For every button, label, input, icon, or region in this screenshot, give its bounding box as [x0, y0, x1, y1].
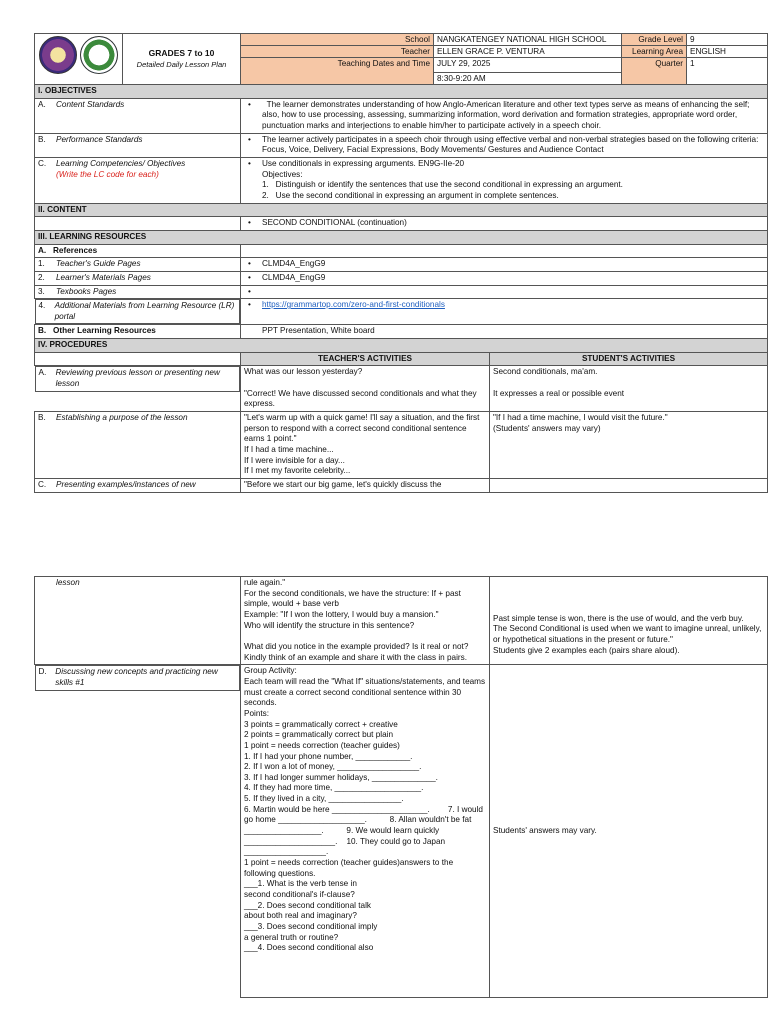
performance-standards-label: B. Performance Standards — [35, 133, 241, 157]
teacher-activities-header: TEACHER'S ACTIVITIES — [241, 352, 490, 366]
procedure-b-student: "If I had a time machine, I would visit the future." (Students' answers may vary) — [490, 412, 768, 479]
quarter-value: 1 — [687, 58, 768, 85]
lc-code-note: (Write the LC code for each) — [56, 169, 159, 179]
header-table — [34, 33, 768, 85]
teachers-guide-label: 1. Teacher's Guide Pages — [35, 258, 241, 272]
content-text: • SECOND CONDITIONAL (continuation) — [241, 217, 768, 231]
grammartop-link[interactable]: https://grammartop.com/zero-and-first-conditionals — [262, 300, 445, 310]
lesson-plan-page-2 — [34, 576, 767, 998]
datetime-label: Teaching Dates and Time — [241, 58, 434, 85]
procedure-d-student: Students' answers may vary. — [490, 665, 768, 998]
plan-table-2 — [34, 576, 768, 998]
learning-area-label: Learning Area — [622, 46, 687, 58]
learners-materials-label: 2. Learner's Materials Pages — [35, 271, 241, 285]
school-value: NANGKATENGEY NATIONAL HIGH SCHOOL — [434, 34, 622, 46]
date-value: JULY 29, 2025 — [434, 58, 622, 73]
content-standards-text: • The learner demonstrates understanding of how Anglo-American literature and other text types serve as means of enhancing the self; also, how to use processing, assessing, summarizing information, word derivation and formation strategies, appropriate word order, punctuation marks and interjections to enable him/her to participate actively in a speech choir. — [241, 98, 768, 133]
procedure-b-teacher: "Let's warm up with a quick game! I'll say a situation, and the first person to respond with a correct second conditional sentence earns 1 point." If I had a time machine... If I were invisible for a day... If I met my favorite celebrity... — [241, 412, 490, 479]
teacher-label: Teacher — [241, 46, 434, 58]
lesson-plan-page-1 — [34, 33, 767, 493]
additional-materials-label: 4. Additional Materials from Learning Resource (LR) portal — [35, 299, 241, 324]
content-standards-label: A. Content Standards — [35, 98, 241, 133]
procedure-c-label-part1: C. Presenting examples/instances of new — [35, 479, 241, 493]
grade-level-label: Grade Level — [622, 34, 687, 46]
procedure-d-teacher: Group Activity: Each team will read the "What If" situations/statements, and teams must create a correct second conditional sentence within 30 seconds. Points: 3 points = grammatically correct + creative 2 points = grammatically correct but plain 1 point = needs correction (teacher guides) 1. If I had your phone number, ____________. 2. If I won a lot of money, __________________. 3. If I had longer summer holidays, ______________. 4. If they had more time, ___________________. 5. If they lived in a city, ________________. 6. Martin would be here _____________________. 7. I would go home ___________________. 8. Allan wouldn't be fat _________________. 9. We would learn quickly ____________________. 10. They could go to Japan __________________. 1 point = needs correction (teacher guides)answers to the following questions. ___1. What is the verb tense in second conditional's if-clause? ___2. Does second conditional talk about both real and imaginary? ___3. Does second conditional imply a general truth or routine? ___4. Does second conditional also — [241, 665, 490, 998]
grades-title: GRADES 7 to 10 — [148, 48, 215, 58]
resources-section: III. LEARNING RESOURCES — [35, 230, 768, 244]
deped-seal-icon — [39, 36, 77, 74]
content-section: II. CONTENT — [35, 203, 768, 217]
procedure-a-teacher: What was our lesson yesterday? "Correct! We have discussed second conditionals and what they express. — [241, 366, 490, 412]
time-value: 8:30-9:20 AM — [434, 73, 622, 85]
other-resources-label: B. Other Learning Resources — [35, 325, 241, 339]
plan-title: Detailed Daily Lesson Plan — [136, 60, 227, 69]
procedure-c-student-part2: Past simple tense is won, there is the use of would, and the verb buy. The Second Conditional is used when we want to imagine unreal, unlikely, or hypothetical situations in the present or future." Students give 2 examples each (pairs share aloud). — [490, 577, 768, 665]
procedure-c-teacher-part1: "Before we start our big game, let's quickly discuss the — [241, 479, 490, 493]
procedure-a-student: Second conditionals, ma'am. It expresses a real or possible event — [490, 366, 768, 412]
teachers-guide-value: • CLMD4A_EngG9 — [241, 258, 768, 272]
student-activities-header: STUDENT'S ACTIVITIES — [490, 352, 768, 366]
grade-level-value: 9 — [687, 34, 768, 46]
learning-area-value: ENGLISH — [687, 46, 768, 58]
title-cell — [123, 34, 241, 85]
competencies-text: • Use conditionals in expressing arguments. EN9G-IIe-20 Objectives: 1. Distinguish or identify the sentences that use the second conditional in expressing an argument. 2. Use the second conditional in expressing an argument in complete sentences. — [241, 157, 768, 203]
school-seal-icon — [80, 36, 118, 74]
performance-standards-text: • The learner actively participates in a speech choir through using effective verbal and non-verbal strategies based on the following criteria: Focus, Voice, Delivery, Facial Expressions, Body Movements/ Gestures and Audience Contact — [241, 133, 768, 157]
procedures-section: IV. PROCEDURES — [35, 339, 768, 353]
references-label: A. References — [35, 244, 241, 258]
additional-materials-value — [241, 299, 768, 325]
procedure-c-teacher-part2: rule again." For the second conditionals, we have the structure: If + past simple, would + base verb Example: "If I won the lottery, I would buy a mansion." Who will identify the structure in this sentence? What did you notice in the example provided? Is it real or not? Kindly think of an example and share it with the class in pairs. — [241, 577, 490, 665]
competencies-label: C. Learning Competencies/ Objectives (Write the LC code for each) — [35, 157, 241, 203]
logo-cell — [35, 34, 123, 85]
procedure-c-label-part2: lesson — [35, 577, 241, 665]
teacher-value: ELLEN GRACE P. VENTURA — [434, 46, 622, 58]
procedure-a-label: A. Reviewing previous lesson or presenting new lesson — [35, 366, 241, 391]
learners-materials-value: • CLMD4A_EngG9 — [241, 271, 768, 285]
procedure-d-label: D. Discussing new concepts and practicing new skills #1 — [35, 665, 241, 690]
other-resources-value: PPT Presentation, White board — [241, 325, 768, 339]
objectives-section: I. OBJECTIVES — [35, 85, 768, 99]
textbooks-value — [241, 285, 768, 299]
plan-table-1 — [34, 84, 768, 493]
textbooks-label: 3. Texbooks Pages — [35, 285, 241, 299]
quarter-label: Quarter — [622, 58, 687, 85]
school-label: School — [241, 34, 434, 46]
procedure-b-label: B. Establishing a purpose of the lesson — [35, 412, 241, 479]
